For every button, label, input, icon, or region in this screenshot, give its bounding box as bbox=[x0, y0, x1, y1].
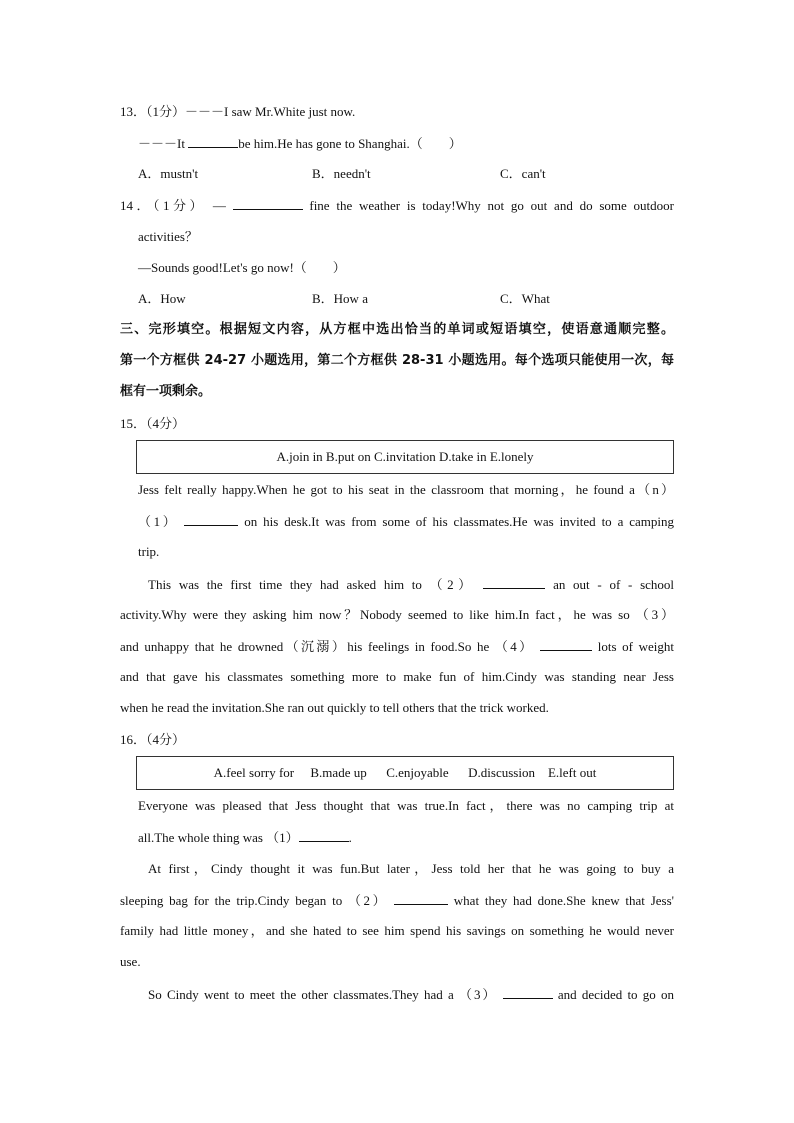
q15-p2-line4: and that gave his classmates something more to make fun of him.Cindy was standing near Jess bbox=[120, 669, 674, 684]
section3-instructions-line2: 第一个方框供 24-27 小题选用，第二个方框供 28-31 小题选用。每个选项只能使用一次，每 bbox=[120, 353, 674, 368]
q15-blank1-label: （1） bbox=[138, 514, 179, 529]
q16-blank1 bbox=[299, 829, 349, 842]
q15-blank1 bbox=[184, 513, 238, 526]
q14-option-a: A．How bbox=[138, 291, 186, 306]
q16-blank3 bbox=[503, 986, 553, 999]
q15-p2-line3-a: and unhappy that he drowned（沉溺）his feelings in food.So he （4） bbox=[120, 639, 535, 654]
q16-p2-line1: At first，Cindy thought it was fun.But later，Jess told her that he was going to buy a bbox=[148, 861, 674, 876]
q15-p2-line3-b: lots of weight bbox=[597, 639, 675, 654]
q13-stem: 13．（1分）－－－I saw Mr.White just now. bbox=[120, 104, 356, 119]
q15-p2-line1-b: an out - of - school bbox=[553, 577, 675, 592]
q16-header: 16．（4分） bbox=[120, 732, 186, 747]
q16-p1-line2-b: . bbox=[348, 830, 352, 845]
q16-p3-line1-a: So Cindy went to meet the other classmates.They had a （3） bbox=[148, 987, 498, 1002]
q13-line2-suffix: be him.He has gone to Shanghai.（ ） bbox=[238, 136, 462, 151]
section3-instructions-line3: 框有一项剩余。 bbox=[120, 384, 212, 399]
q16-p2-line2 bbox=[120, 892, 674, 909]
q16-p3-line1 bbox=[148, 986, 674, 1003]
q14-option-c: C．What bbox=[500, 291, 550, 306]
q13-option-b: B．needn't bbox=[312, 166, 371, 181]
q13-option-c: C．can't bbox=[500, 166, 546, 181]
q15-p1-line2 bbox=[138, 513, 674, 530]
q15-p2-line2: activity.Why were they asking him now？Nobody seemed to like him.In fact，he was so （3） bbox=[120, 607, 674, 622]
q16-p1-line2 bbox=[138, 829, 352, 846]
q14-line1-prefix: 14．（1分） — bbox=[120, 198, 226, 213]
q13-blank bbox=[188, 135, 238, 148]
section3-instructions-line1: 三、完形填空。根据短文内容，从方框中选出恰当的单词或短语填空，使语意通顺完整。 bbox=[120, 322, 674, 337]
q15-header: 15．（4分） bbox=[120, 416, 186, 431]
q16-p1-line2-a: all.The whole thing was （1） bbox=[138, 830, 299, 845]
q15-blank4 bbox=[540, 638, 592, 651]
q15-p1-line3: trip. bbox=[138, 544, 160, 559]
q16-p2-line2-a: sleeping bag for the trip.Cindy began to （2） bbox=[120, 893, 389, 908]
q15-word-box bbox=[136, 440, 674, 474]
q14-stem bbox=[120, 197, 674, 214]
q15-p1-line1: Jess felt really happy.When he got to his seat in the classroom that morning，he found a（n） bbox=[138, 482, 674, 497]
q14-option-b: B．How a bbox=[312, 291, 368, 306]
q16-p2-line2-b: what they had done.She knew that Jess' bbox=[453, 893, 675, 908]
q15-word-box-text: A.join in B.put on C.invitation D.take in E.lonely bbox=[276, 449, 534, 464]
q14-line3: —Sounds good!Let's go now!（ ） bbox=[138, 260, 346, 275]
q16-p2-line3: family had little money，and she hated to see him spend his savings on something he would never bbox=[120, 923, 674, 938]
q13-option-a: A．mustn't bbox=[138, 166, 199, 181]
q16-p1-line1: Everyone was pleased that Jess thought that was true.In fact，there was no camping trip at bbox=[138, 798, 674, 813]
q16-word-box bbox=[136, 756, 674, 790]
q15-p2-line1 bbox=[148, 576, 674, 593]
q14-line1-suffix: fine the weather is today!Why not go out and do some outdoor bbox=[309, 198, 674, 213]
q14-line2: activities？ bbox=[138, 229, 198, 244]
q15-p2-line5: when he read the invitation.She ran out quickly to tell others that the trick worked. bbox=[120, 700, 549, 715]
q14-blank bbox=[233, 197, 303, 210]
q16-p2-line4: use. bbox=[120, 954, 141, 969]
q16-p3-line1-b: and decided to go on bbox=[557, 987, 674, 1002]
q15-p1-line2-rest: on his desk.It was from some of his classmates.He was invited to a camping bbox=[244, 514, 675, 529]
q16-word-box-text: A.feel sorry for B.made up C.enjoyable D.discussion E.left out bbox=[213, 765, 597, 780]
q13-line2 bbox=[138, 135, 462, 152]
q15-blank2 bbox=[483, 576, 545, 589]
q15-p2-line1-a: This was the first time they had asked him to （2） bbox=[148, 577, 476, 592]
q13-line2-prefix: －－－It bbox=[138, 136, 185, 151]
q16-blank2 bbox=[394, 892, 448, 905]
q15-p2-line3 bbox=[120, 638, 674, 655]
